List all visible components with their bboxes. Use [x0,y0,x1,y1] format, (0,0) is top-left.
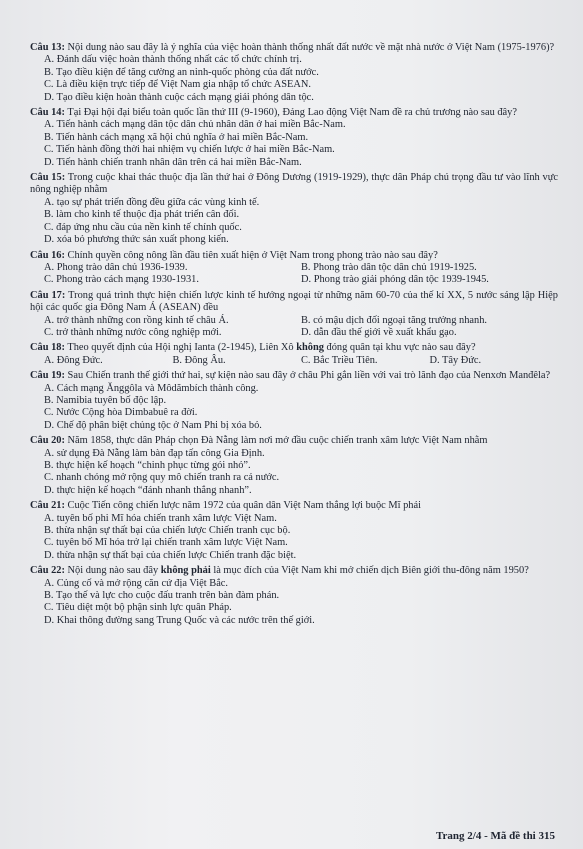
answer-option: B. thực hiện kế hoạch “chinh phục từng gói nhỏ”. [44,460,251,471]
answer-option: C. Là điều kiện trực tiếp để Việt Nam gia nhập tổ chức ASEAN. [44,79,311,91]
answer-option: D. Tây Đức. [429,354,482,366]
answer-option: B. Đông Âu. [172,354,226,366]
question-emphasis: không [296,342,324,354]
question-stem [30,342,558,354]
question-block [30,250,558,287]
question-stem [30,107,558,119]
answer-option: B. thừa nhận sự thất bại của chiến lược Chiến tranh cục bộ. [44,525,291,537]
answer-option: A. Đông Đức. [44,354,103,366]
question-text: Nội dung nào sau đây là ý nghĩa của việc hoàn thành thống nhất đất nước về mặt nhà nước ở Việt Nam (1975-1976)? [67,42,555,53]
question-text: là mục đích của Việt Nam khi mở chiến dịch Biên giới thu-đông năm 1950? [210,565,529,577]
question-block [30,42,558,104]
question-block [30,342,558,367]
question-text: Chính quyền công nông lần đầu tiên xuất hiện ở Việt Nam trong phong trào nào sau đây? [67,249,438,261]
question-stem [30,500,558,512]
question-number: Câu 13: [30,42,65,53]
question-number: Câu 15: [30,172,66,184]
question-stem [30,370,558,382]
answer-option: D. xóa bỏ phương thức sản xuất phong kiến. [44,234,229,246]
question-stem [30,435,558,447]
question-stem [30,565,558,577]
answer-options [30,355,558,367]
answer-option: A. sử dụng Đà Nẵng làm bàn đạp tấn công Gia Định. [44,447,265,459]
answer-option: B. Namibia tuyên bố độc lập. [44,394,167,406]
answer-option: C. Bắc Triều Tiên. [301,354,378,366]
answer-option: D. Tiến hành chiến tranh nhân dân trên cả hai miền Bắc-Nam. [44,156,302,168]
question-block [30,370,558,432]
answer-option: C. Tiêu diệt một bộ phận sinh lực quân Pháp. [44,602,232,614]
answer-option: C. tuyên bố Mĩ hóa trở lại chiến tranh xâm lược Việt Nam. [44,537,288,549]
question-block [30,290,558,340]
answer-option: B. có mậu dịch đối ngoại tăng trưởng nhanh. [301,314,488,326]
question-list [30,42,558,630]
question-number: Câu 17: [30,289,66,301]
question-stem [30,290,558,315]
answer-option: C. Nước Cộng hòa Dimbabuê ra đời. [44,407,198,419]
answer-option: C. Phong trào cách mạng 1930-1931. [44,274,199,286]
question-stem [30,172,558,197]
answer-option: D. thực hiện kế hoạch “đánh nhanh thắng nhanh”. [44,484,252,496]
answer-option: D. Chế độ phân biệt chủng tộc ở Nam Phi bị xóa bỏ. [44,419,262,431]
answer-option: B. Tạo điều kiện để tăng cường an ninh-quốc phòng của đất nước. [44,66,319,78]
question-text: Cuộc Tiến công chiến lược năm 1972 của quân dân Việt Nam thắng lợi buộc Mĩ phải [67,500,421,512]
answer-option: B. Phong trào dân tộc dân chủ 1919-1925. [301,261,477,273]
question-text: đóng quân tại khu vực nào sau đây? [323,342,476,354]
question-block [30,172,558,246]
question-number: Câu 21: [30,500,65,512]
answer-option: D. Khai thông đường sang Trung Quốc và các nước trên thế giới. [44,614,315,626]
question-number: Câu 14: [30,107,65,119]
answer-option: A. Cách mạng Ănggôla và Môdămbích thành công. [44,382,259,394]
question-number: Câu 22: [30,565,65,577]
page-footer: Trang 2/4 - Mã đề thi 315 [436,830,555,842]
question-block [30,565,558,627]
question-text: Sau Chiến tranh thế giới thứ hai, sự kiện nào sau đây ở châu Phi gắn liền với vai trò lãnh đạo của Nenxơn Manđêla? [67,370,551,382]
question-number: Câu 19: [30,370,65,382]
answer-option: C. đáp ứng nhu cầu của nền kinh tế chính quốc. [44,221,242,233]
question-number: Câu 18: [30,342,65,354]
answer-option: B. Tạo thế và lực cho cuộc đấu tranh trên bàn đàm phán. [44,590,280,602]
question-block [30,435,558,497]
question-emphasis: không phải [160,565,211,577]
answer-option: A. Đánh dấu việc hoàn thành thống nhất các tổ chức chính trị. [44,54,302,66]
question-text: Năm 1858, thực dân Pháp chọn Đà Nẵng làm nơi mở đầu cuộc chiến tranh xâm lược Việt Nam nhằm [67,435,488,447]
question-text: Trong quá trình thực hiện chiến lược kinh tế hướng ngoại từ những năm 60-70 của thế kỉ XX, 5 nước sáng lập Hiệp hội các quốc gia Đông Nam Á (ASEAN) đều [30,289,558,314]
answer-option: A. trở thành những con rồng kinh tế châu Á. [44,314,229,326]
answer-option: B. làm cho kinh tế thuộc địa phát triển cân đối. [44,209,240,221]
question-number: Câu 20: [30,435,65,447]
question-stem [30,42,558,54]
answer-option: C. trở thành những nước công nghiệp mới. [44,326,222,338]
question-number: Câu 16: [30,249,65,261]
answer-option: C. Tiến hành đồng thời hai nhiệm vụ chiến lược ở hai miền Bắc-Nam. [44,144,335,156]
answer-option: B. Tiến hành cách mạng xã hội chủ nghĩa ở hai miền Bắc-Nam. [44,131,309,143]
question-text: Tại Đại hội đại biểu toàn quốc lần thứ III (9-1960), Đảng Lao động Việt Nam đề ra chủ trương nào sau đây? [67,107,517,119]
answer-option: C. nhanh chóng mở rộng quy mô chiến tranh ra cả nước. [44,472,280,484]
answer-option: D. Phong trào giải phóng dân tộc 1939-1945. [301,274,489,286]
answer-option: A. Tiến hành cách mạng dân tộc dân chủ nhân dân ở hai miền Bắc-Nam. [44,119,346,131]
answer-option: A. Phong trào dân chủ 1936-1939. [44,261,188,273]
answer-option: D. Tạo điều kiện hoàn thành cuộc cách mạng giải phóng dân tộc. [44,91,314,103]
answer-option: D. thừa nhận sự thất bại của chiến lược Chiến tranh đặc biệt. [44,549,297,561]
answer-option: A. tuyên bố phi Mĩ hóa chiến tranh xâm lược Việt Nam. [44,512,277,524]
question-text: Nội dung nào sau đây [67,565,161,577]
question-stem [30,250,558,262]
answer-option: A. tạo sự phát triển đồng đều giữa các vùng kinh tế. [44,196,260,208]
answer-options [30,262,558,287]
question-block [30,107,558,169]
answer-options [30,315,558,340]
question-block [30,500,558,562]
answer-option: D. dẫn đầu thế giới về xuất khẩu gạo. [301,326,457,338]
answer-option: A. Củng cố và mở rộng căn cứ địa Việt Bắc. [44,577,229,589]
question-text: Trong cuộc khai thác thuộc địa lần thứ hai ở Đông Dương (1919-1929), thực dân Pháp chú trọng đầu tư vào lĩnh vực nông nghiệp nhằm [30,172,558,196]
question-text: Theo quyết định của Hội nghị Ianta (2-1945), Liên Xô [67,342,297,354]
